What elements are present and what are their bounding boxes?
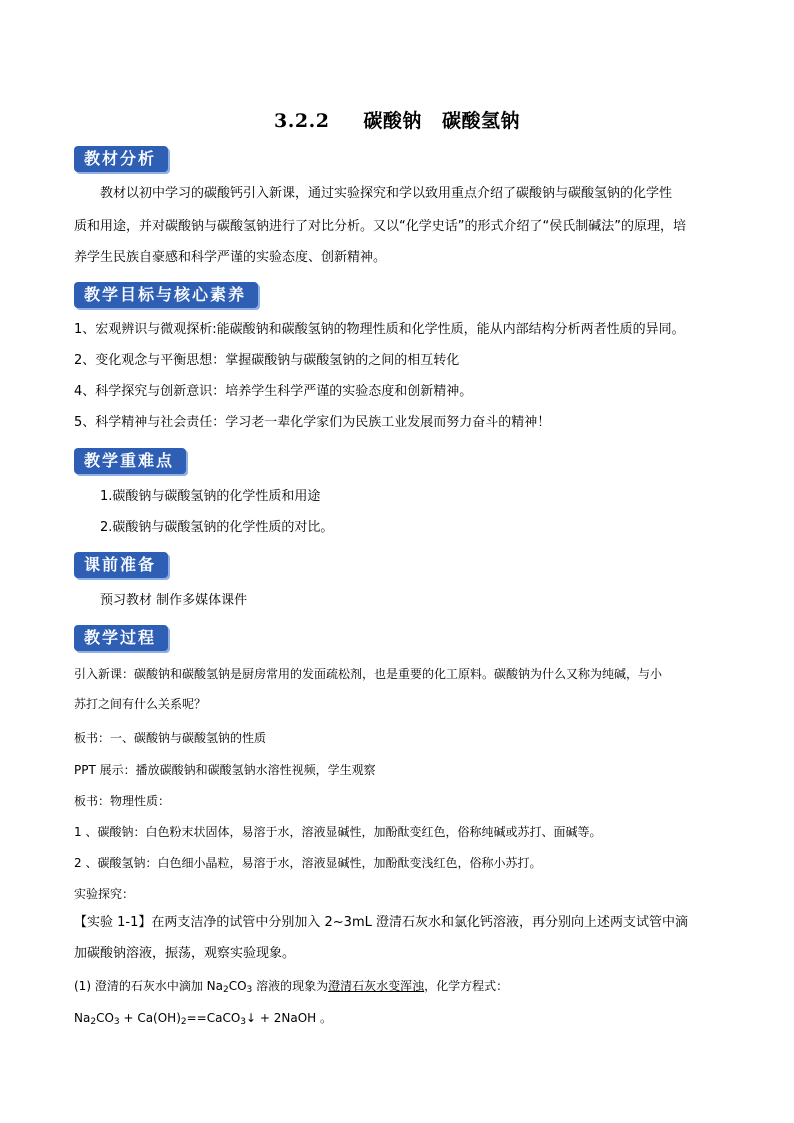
eq-part: Na — [74, 1011, 91, 1025]
experiment-line-1 — [74, 915, 688, 931]
eq-part: CO — [96, 1011, 114, 1025]
subscript: 2 — [90, 1017, 97, 1027]
physical-property-2: 2 、碳酸氢钠：白色细小晶粒，易溶于水，溶液显碱性，加酚酞变浅红色，俗称小苏打。 — [74, 856, 542, 870]
experiment-line-2: 加碳酸钠溶液，振荡，观察实验现象。 — [74, 946, 296, 961]
goal-item-2: 2、变化观念与平衡思想：掌握碳酸钠与碳酸氢钠的之间的相互转化 — [74, 353, 460, 368]
analysis-line-2: 质和用途，并对碳酸钠与碳酸氢钠进行了对比分析。又以“化学史话”的形式介绍了“侯氏制碱法”的原理，培 — [74, 219, 686, 234]
experiment-tag: 【实验 1-1】 — [74, 915, 152, 930]
section-header-material-analysis: 教材分析 — [74, 146, 168, 172]
intro-line-2: 苏打之间有什么关系呢？ — [74, 697, 207, 711]
section-header-teaching-process: 教学过程 — [74, 625, 168, 651]
observation-line — [74, 978, 508, 994]
observation-formula: CO — [228, 979, 247, 993]
board-line-1: 板书：一、碳酸钠与碳酸氢钠的性质 — [74, 731, 267, 745]
key-point-1: 1.碳酸钠与碳酸氢钠的化学性质和用途 — [100, 489, 321, 504]
subscript: 3 — [240, 1017, 247, 1027]
subscript: 2 — [180, 1017, 187, 1027]
title-number: 3.2.2 — [274, 110, 330, 132]
subscript: 2 — [222, 985, 229, 995]
eq-part: + Ca(OH) — [119, 1011, 181, 1025]
title-sodium-carbonate: 碳酸钠 — [363, 110, 422, 132]
key-point-2: 2.碳酸钠与碳酸氢钠的化学性质的对比。 — [100, 520, 334, 535]
eq-part: ↓ + 2NaOH 。 — [246, 1011, 333, 1025]
goal-item-5: 5、科学精神与社会责任：学习老一辈化学家们为民族工业发展而努力奋斗的精神！ — [74, 415, 551, 430]
title-sodium-bicarbonate: 碳酸氢钠 — [441, 110, 520, 132]
experiment-text-1: 在两支洁净的试管中分别加入 2~3mL 澄清石灰水和氯化钙溶液，再分别向上述两支试管中滴 — [151, 915, 688, 930]
preparation-text: 预习教材 制作多媒体课件 — [100, 593, 248, 608]
section-header-key-points: 教学重难点 — [74, 448, 186, 474]
analysis-line-1: 教材以初中学习的碳酸钙引入新课，通过实验探究和学以致用重点介绍了碳酸钠与碳酸氢钠的化学性 — [100, 186, 673, 201]
analysis-line-3: 养学生民族自豪感和科学严谨的实验态度、创新精神。 — [74, 250, 387, 265]
ppt-line: PPT 展示：播放碳酸钠和碳酸氢钠水溶性视频，学生观察 — [74, 763, 376, 777]
page-title — [0, 106, 794, 133]
section-header-teaching-goals: 教学目标与核心素养 — [74, 282, 258, 308]
goal-item-1: 1、宏观辨识与微观探析:能碳酸钠和碳酸氢钠的物理性质和化学性质，能从内部结构分析两者性质的异同。 — [74, 322, 685, 337]
observation-result: 澄清石灰水变浑浊 — [328, 979, 425, 993]
intro-line-1: 引入新课：碳酸钠和碳酸氢钠是厨房常用的发面疏松剂，也是重要的化工原料。碳酸钠为什么又称为纯碱，与小 — [74, 667, 663, 681]
subscript: 3 — [246, 985, 253, 995]
observation-middle: 溶液的现象为 — [252, 979, 329, 993]
section-header-preparation: 课前准备 — [74, 552, 168, 578]
eq-part: ==CaCO — [186, 1011, 241, 1025]
chemical-equation — [74, 1010, 332, 1026]
board-line-2: 板书：物理性质： — [74, 794, 171, 808]
observation-prefix: (1) 澄清的石灰水中滴加 Na — [74, 979, 223, 993]
subscript: 3 — [113, 1017, 120, 1027]
physical-property-1: 1 、碳酸钠：白色粉末状固体，易溶于水，溶液显碱性，加酚酞变红色，俗称纯碱或苏打、面碱等。 — [74, 825, 602, 839]
goal-item-4: 4、科学探究与创新意识：培养学生科学严谨的实验态度和创新精神。 — [74, 384, 473, 399]
observation-suffix: ，化学方程式： — [424, 979, 509, 993]
experiment-explore-label: 实验探究： — [74, 887, 135, 901]
